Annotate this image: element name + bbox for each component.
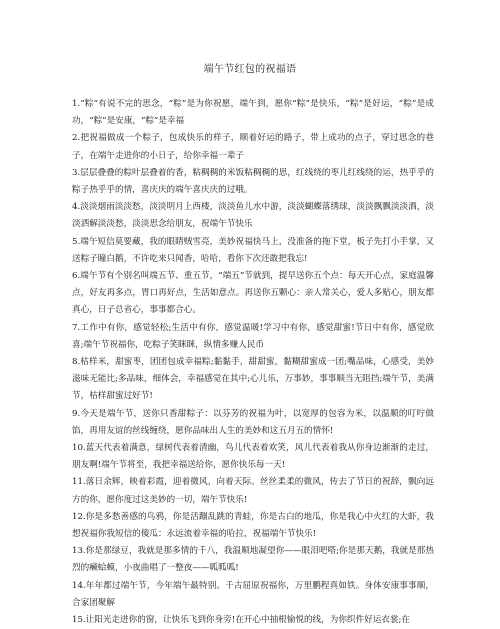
list-item: 1.“粽”有说不完的思念，“粽”是为你祝愿，端午到，愿你“粽”是快乐，“粽”是好运，“粽”是成功，“粽”是安康，“粽”是幸福 [72,99,434,127]
list-item: 3.层层叠叠的粽叶层叠着的香，粘稠稠的米饭粘稠稠的思，红线绕的枣儿红线绕的运，热乎乎的粽子热乎乎的情，喜庆庆的端午喜庆庆的过哦。 [72,167,434,196]
list-item: 14.年年都过端午节，今年端午最特别。千古屈原祝福你，万里鹏程真如铁。身体安康事事顺，合家团聚解 [72,580,434,608]
list-item: 10.蓝天代表着满意，绿树代表着清幽，鸟儿代表着欢笑，风儿代表着我从你身边渐渐的走过，朋友啊!端午节将至，我把幸福送给你，愿你快乐每一天! [72,443,434,471]
list-item: 8.枯样米，甜蜜枣，团团包成幸福粽;黏黏手，甜甜蜜，黏糊甜蜜成一团;嘴品味，心感受，美妙滋味无能比;多品味，细体会，幸福感觉在其中;心儿乐，万事妙，事事顺当无阻挡;端午节，美满节，枯样甜蜜过好节! [72,357,434,402]
blessing-list [72,96,434,629]
list-item: 12.你是多愁善感的鸟鸦，你是活蹦乱跳的青蛙，你是古白的地瓜，你是我心中火红的大虾，我想祝福你我短信的傻瓜：永远流着幸福的哈拉，祝福端午节快乐! [72,511,434,540]
list-item: 4.淡淡烟雨淡淡愁，淡淡明月上西楼，淡淡鱼儿水中游，淡淡蝴蝶落绣球，淡淡飘飘淡淡酒，淡淡洒解淡淡愁，淡淡思念给朋友，祝端午节快乐 [72,202,434,230]
list-item: 9.今天是端午节，送你只香甜粽子：以芬芳的祝福为叶，以宽厚的包容为米，以温顺的叮咛做馅，再用友谊的丝线缠绕，愿你品味出人生的美妙和这五月五的情怀! [72,408,434,436]
list-item: 2.把祝福做成一个粽子，包成快乐的样子，顺着好运的路子，带上成功的点子，穿过思念的巷子，在端午走进你的小日子，给你幸福一辈子 [72,133,434,161]
list-item: 15.让阳光走进你的窗，让快乐飞到你身旁!在开心中抽根愉悦的线，为你织件好运衣裳;在 [72,615,410,626]
document-title: 端午节红包的祝福语 [203,64,297,75]
list-item: 6.端午节有个别名叫端五节、重五节，“端五”节就到，提早送你五个点：每天开心点，家庭温馨点，好友再多点，胃口再好点，生活如意点。再送你五颗心：亲人常关心，爱人多贴心，朋友都真心，日子总省心，事事都合心。 [72,271,434,316]
list-item: 11.落日余辉，映着彩霞，迎着微风，向着天际。丝丝柔柔的微风，传去了节日的祝辞，飘向远方的你，愿你度过这美妙的一切，端午节快乐! [72,477,434,505]
list-item: 13.你是那绿豆，我就是那多情的千八，我温顺地凝望你——眼泪吧嗒;你是那天鹅，我就是那热烈的癞蛤蟆，小夜曲唱了一整夜——呱呱呱! [72,546,434,574]
list-item: 7.工作中有你，感觉轻松;生活中有你，感觉温暖!学习中有你，感觉甜蜜!节日中有你，感觉欣喜;端午节祝福你，吃粽子笑眯眯，纵情多赚人民币 [72,322,434,350]
list-item: 5.端午短信莫要藏，我的眼睛贼雪亮，美妙祝福快马上，没准备的拖下堂，板子先打小手掌，又送粽子瞳白鹅，不许吃来只闻香，哈哈，看你下次还敢把我忘! [72,236,434,264]
